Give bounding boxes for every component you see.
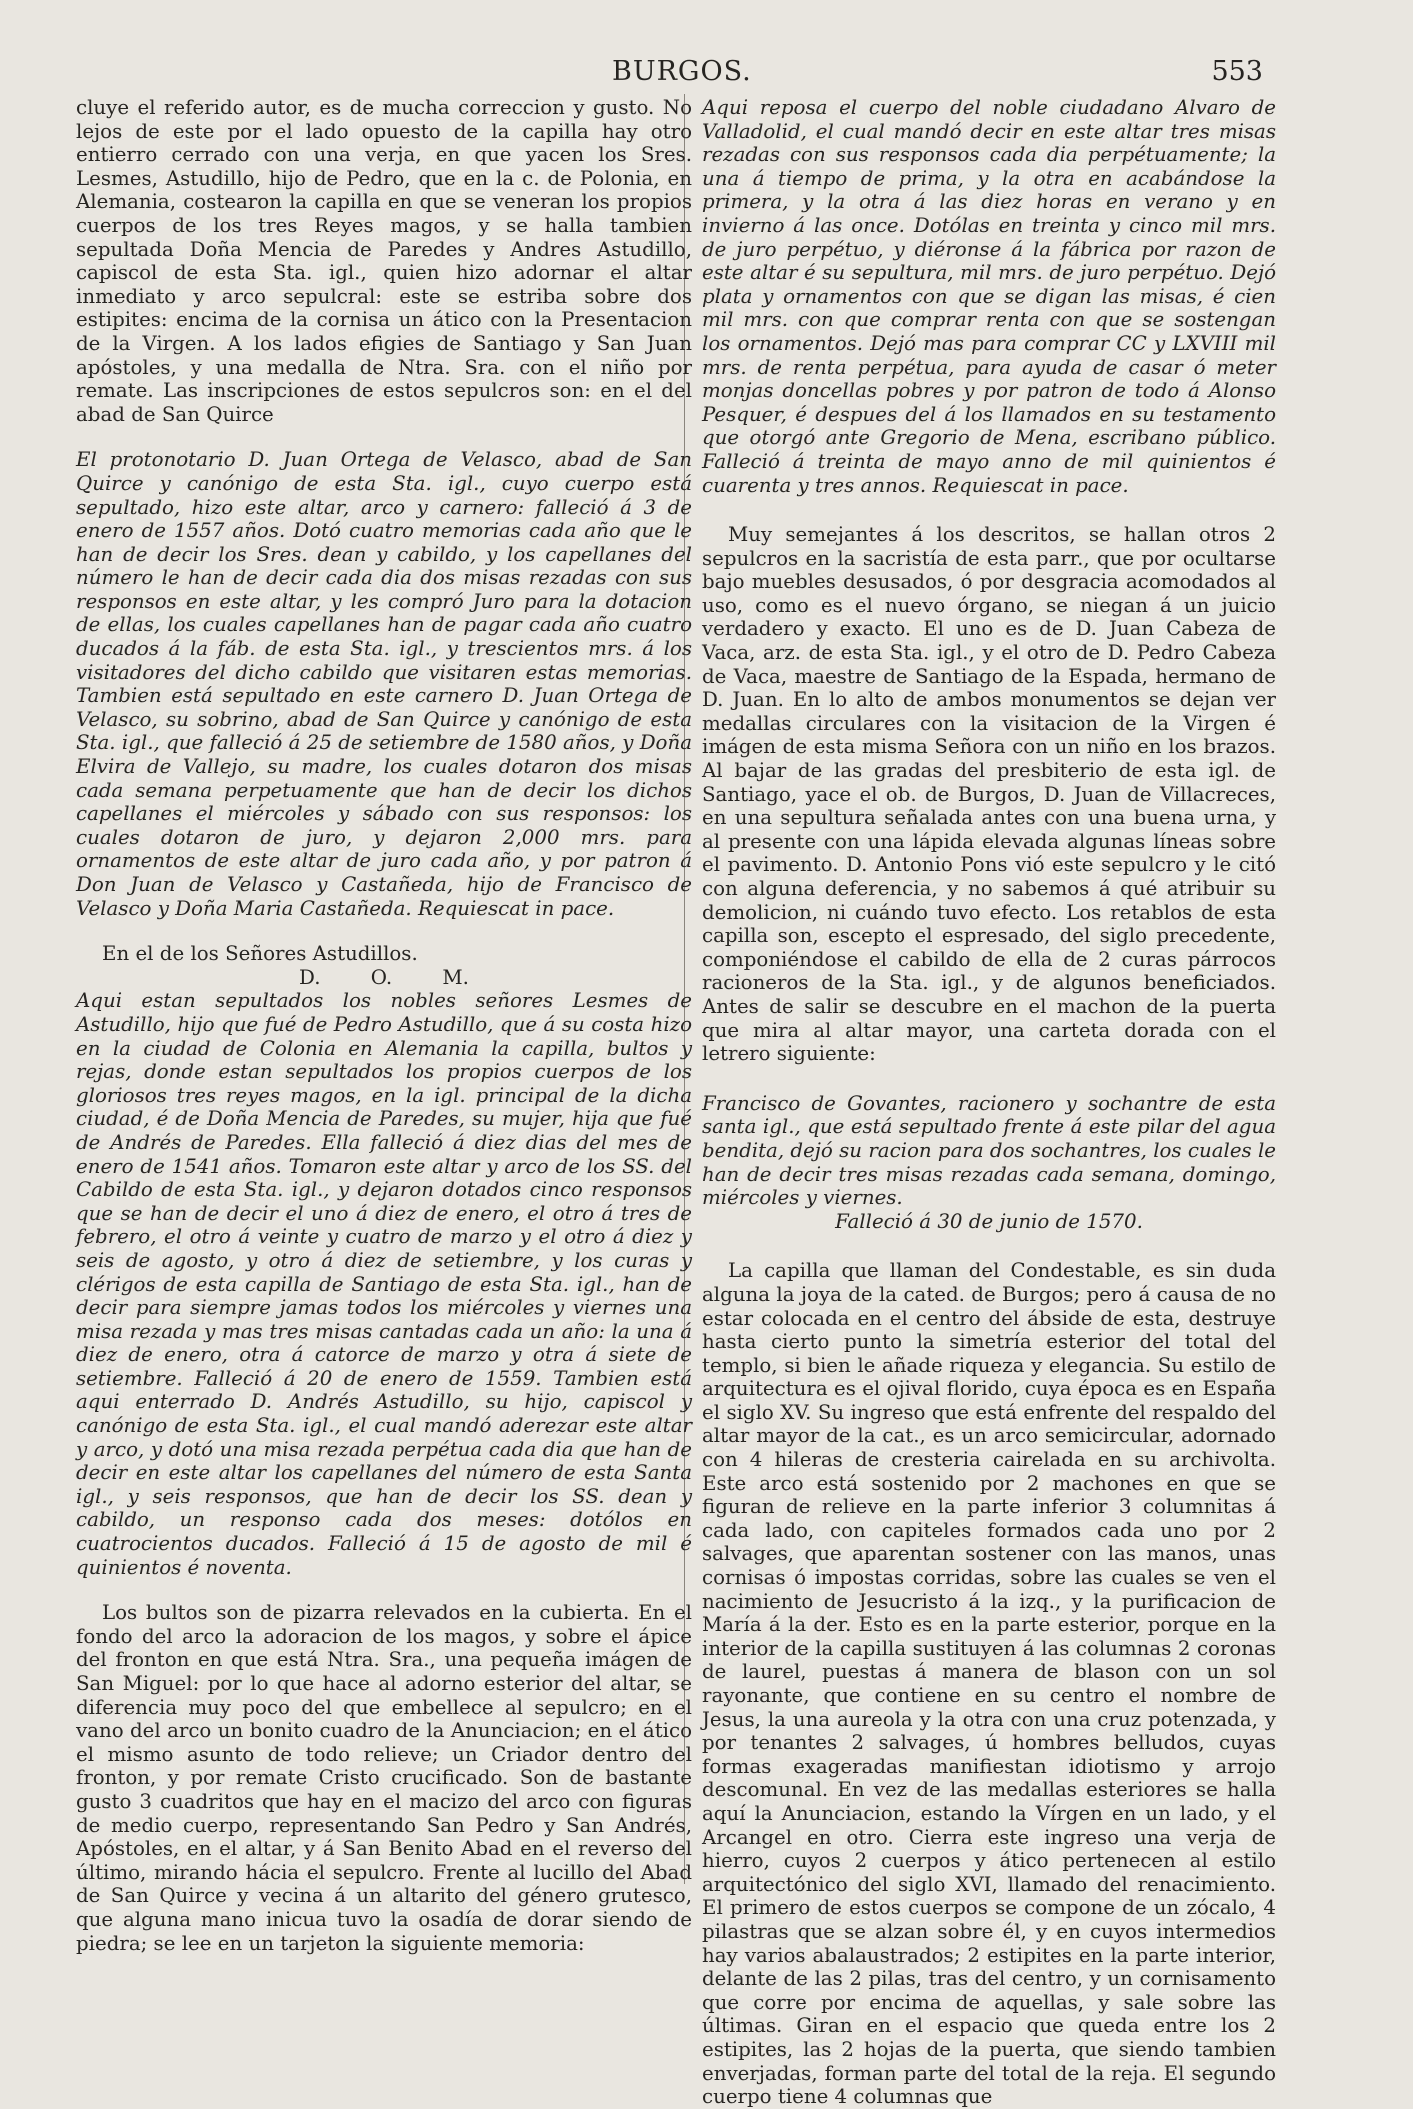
paragraph: Los bultos son de pizarra relevados en la cubierta. En el fondo del arco la adoracion de los magos, y sobre el ápice del fronton en que está Ntra. Sra., una pequeña imágen de San Miguel: por lo que hace al adorno esterior del altar, se diferencia muy poco del que embellece al sepulcro; en el vano del arco un bonito cuadro de la Anunciacion; en el ático el mismo asunto de todo relieve; un Criador dentro del fronton, y por remate Cristo crucificado. Son de bastante gusto 3 cuadritos que hay en el macizo del arco con figuras de medio cuerpo, representando San Pedro y San Andrés, Apóstoles, en el altar, y á San Benito Abad en el reverso del último, mirando hácia el sepulcro. Frente al lucillo del Abad de San Quirce y vecina á un altarito del género grutesco, que alguna mano inicua tuvo la osadía de dorar siendo de piedra; se lee en un tarjeton la siguiente memoria: xyxy=(76,1601,692,1955)
inscription-abad-san-quirce: El protonotario D. Juan Ortega de Velasco, abad de San Quirce y canónigo de esta Sta. igl., cuyo cuerpo está sepultado, hizo este altar, arco y carnero: falleció á 3 de enero de 1557 años. Dotó cuatro memorias cada año que le han de decir los Sres. dean y cabildo, y los capellanes del número le han de decir cada dia dos misas rezadas con sus responsos en este altar, y les compró Juro para la dotacion de ellas, los cuales capellanes han de pagar cada año cuatro ducados á la fáb. de esta Sta. igl., y trescientos mrs. á los visitadores del dicho cabildo que visitaren estas memorias. Tambien está sepultado en este carnero D. Juan Ortega de Velasco, su sobrino, abad de San Quirce y canónigo de esta Sta. igl., que falleció á 25 de setiembre de 1580 años, y Doña Elvira de Vallejo, su madre, los cuales dotaron dos misas cada semana perpetuamente que han de decir los dichos capellanes el miércoles y sábado con sus responsos: los cuales dotaron de juro, y dejaron 2,000 mrs. para ornamentos de este altar de juro cada año, y por patron á Don Juan de Velasco y Castañeda, hijo de Francisco de Velasco y Doña Maria Castañeda. Requiescat in pace. xyxy=(76,448,692,920)
inscription-astudillos: Aqui estan sepultados los nobles señores Lesmes de Astudillo, hijo que fué de Pedro Astudillo, que á su costa hizo en la ciudad de Colonia en Alemania la capilla, bultos y rejas, donde estan sepultados los propios cuerpos de los gloriosos tres reyes magos, en la igl. principal de la dicha ciudad, é de Doña Mencia de Paredes, su mujer, hija que fué de Andrés de Paredes. Ella falleció á diez dias del mes de enero de 1541 años. Tomaron este altar y arco de los SS. del Cabildo de esta Sta. igl., y dejaron dotados cinco responsos que se han de decir el uno á diez de enero, el otro á tres de febrero, el otro á veinte y cuatro de marzo y el otro á diez y seis de agosto, y otro á diez de setiembre, y los curas y clérigos de esta capilla de Santiago de esta Sta. igl., han de decir para siempre jamas todos los miércoles y viernes una misa rezada y mas tres misas cantadas cada un año: la una á diez de enero, otra á catorce de marzo y otra á siete de setiembre. Falleció á 20 de enero de 1559. Tambien está aqui enterrado D. Andrés Astudillo, su hijo, capiscol y canónigo de esta Sta. igl., el cual mandó aderezar este altar y arco, y dotó una misa rezada perpétua cada dia que han de decir en este altar los capellanes del número de esta Santa igl., y seis responsos, que han de decir los SS. dean y cabildo, un responso cada dos meses: dotólos en cuatrocientos ducados. Falleció á 15 de agosto de mil é quinientos é noventa. xyxy=(76,989,692,1579)
inscription-alvaro-de-valladolid: Aqui reposa el cuerpo del noble ciudadano Alvaro de Valladolid, el cual mandó decir en este altar tres misas rezadas con sus responsos cada dia perpétuamente; la una á tiempo de prima, y la otra en acabándose la primera, y la otra á las diez horas en verano y en invierno á las once. Dotólas en treinta y cinco mil mrs. de juro perpétuo, y diéronse á la fábrica por razon de este altar é su sepultura, mil mrs. de juro perpétuo. Dejó plata y ornamentos con que se digan las misas, é cien mil mrs. con que comprar renta con que se sostengan los ornamentos. Dejó mas para comprar CC y LXVIII mil mrs. de renta perpétua, para ayuda de casar ó meter monjas doncellas pobres y por patron de todo á Alonso Pesquer, é despues del á los llamados en su testamento que otorgó ante Gregorio de Mena, escribano público. Falleció á treinta de mayo anno de mil quinientos é cuarenta y tres annos. Requiescat in pace. xyxy=(702,96,1276,497)
paragraph: En el de los Señores Astudillos. xyxy=(102,942,418,966)
paragraph: cluye el referido autor, es de mucha correccion y gusto. No lejos de este por el lado opuesto de la capilla hay otro entierro cerrado con una verja, en que yacen los Sres. Lesmes, Astudillo, hijo de Pedro, que en la c. de Polonia, en Alemania, costearon la capilla en que se veneran los propios cuerpos de los tres Reyes magos, y se halla tambien sepultada Doña Mencia de Paredes y Andres Astudillo, capiscol de esta Sta. igl., quien hizo adornar el altar inmediato y arco sepulcral: este se estriba sobre dos estipites: encima de la cornisa un ático con la Presentacion de la Virgen. A los lados efigies de Santiago y San Juan apóstoles, y una medalla de Ntra. Sra. con el niño por remate. Las inscripciones de estos sepulcros son: en el del abad de San Quirce xyxy=(76,96,692,426)
inscription-govantes: Francisco de Govantes, racionero y sochantre de esta santa igl., que está sepultado frente á este pilar del agua bendita, dejó su racion para dos sochantres, los cuales le han de decir tres misas rezadas cada semana, domingo, miércoles y viernes. xyxy=(702,1091,1276,1210)
inscription-date: Falleció á 30 de junio de 1570. xyxy=(835,1209,1143,1233)
running-title: BURGOS. xyxy=(612,56,752,87)
right-column xyxy=(702,96,1276,2109)
paragraph: Muy semejantes á los descritos, se hallan otros 2 sepulcros en la sacristía de esta parr., que por ocultarse bajo muebles desusados, ó por desgracia acomodados al uso, como es el nuevo órgano, se niegan á un juicio verdadero y exacto. El uno es de D. Juan Cabeza de Vaca, arz. de esta Sta. igl., y el otro de D. Pedro Cabeza de Vaca, maestre de Santiago de la Espada, hermano de D. Juan. En lo alto de ambos monumentos se dejan ver medallas circulares con la visitacion de la Virgen é imágen de esta misma Señora con un niño en los brazos. Al bajar de las gradas del presbiterio de esta igl. de Santiago, yace el ob. de Burgos, D. Juan de Villacreces, en una sepultura señalada antes con una buena urna, y al presente con una lápida elevada algunas líneas sobre el pavimento. D. Antonio Pons vió este sepulcro y le citó con alguna deferencia, y no sabemos á qué atribuir su demolicion, ni cuándo tuvo efecto. Los retablos de esta capilla son, escepto el espresado, del siglo precedente, componiéndose el cabildo de ella de 2 curas párrocos racioneros de la Sta. igl., y de algunos beneficiados. Antes de salir se descubre en el machon de la puerta que mira al altar mayor, una carteta dorada con el letrero siguiente: xyxy=(702,523,1276,1066)
page-number: 553 xyxy=(1211,56,1263,87)
paragraph: La capilla que llaman del Condestable, es sin duda alguna la joya de la cated. de Burgos; pero á causa de no estar colocada en el centro del ábside de esta, destruye hasta cierto punto la simetría esterior del total del templo, si bien le añade riqueza y elegancia. Su estilo de arquitectura es el ojival florido, cuya época es en España el siglo XV. Su ingreso que está enfrente del respaldo del altar mayor de la cat., es un arco semicircular, adornado con 4 hileras de cresteria cairelada en su archivolta. Este arco está sostenido por 2 machones en que se figuran de relieve en la parte inferior 3 columnitas á cada lado, con capiteles formados cada uno por 2 salvages, que aparentan sostener con las manos, unas cornisas ó impostas corridas, sobre las cuales se ven el nacimiento de Jesucristo á la izq., y la purificacion de María á la der. Esto es en la parte esterior, porque en la interior de la capilla sustituyen á las columnas 2 coronas de laurel, puestas á manera de blason con un sol rayonante, que contiene en su centro el nombre de Jesus, la una aureola y la otra con una cruz potenzada, y por tenantes 2 salvages, ú hombres belludos, cuyas formas exageradas manifiestan idiotismo y arrojo descomunal. En vez de las medallas esteriores se halla aquí la Anunciacion, estando la Vírgen en un lado, y el Arcangel en otro. Cierra este ingreso una verja de hierro, cuyos 2 cuerpos y ático pertenecen al estilo arquitectónico del siglo XVI, llamado del renacimiento. El primero de estos cuerpos se compone de un zócalo, 4 pilastras que se alzan sobre él, y en cuyos intermedios hay varios abalaustrados; 2 estipites en la parte interior, delante de las 2 pilas, tras del centro, y un cornisamento que corre por encima de aquellas, y sale sobre las últimas. Giran en el espacio que queda entre los 2 estipites, las 2 hojas de la puerta, que siendo tambien enverjadas, forman parte del total de la reja. El segundo cuerpo tiene 4 columnas que xyxy=(702,1259,1276,2109)
inscription-heading: D. O. M. xyxy=(299,965,469,989)
left-column xyxy=(76,96,692,1955)
running-header xyxy=(0,56,1413,90)
